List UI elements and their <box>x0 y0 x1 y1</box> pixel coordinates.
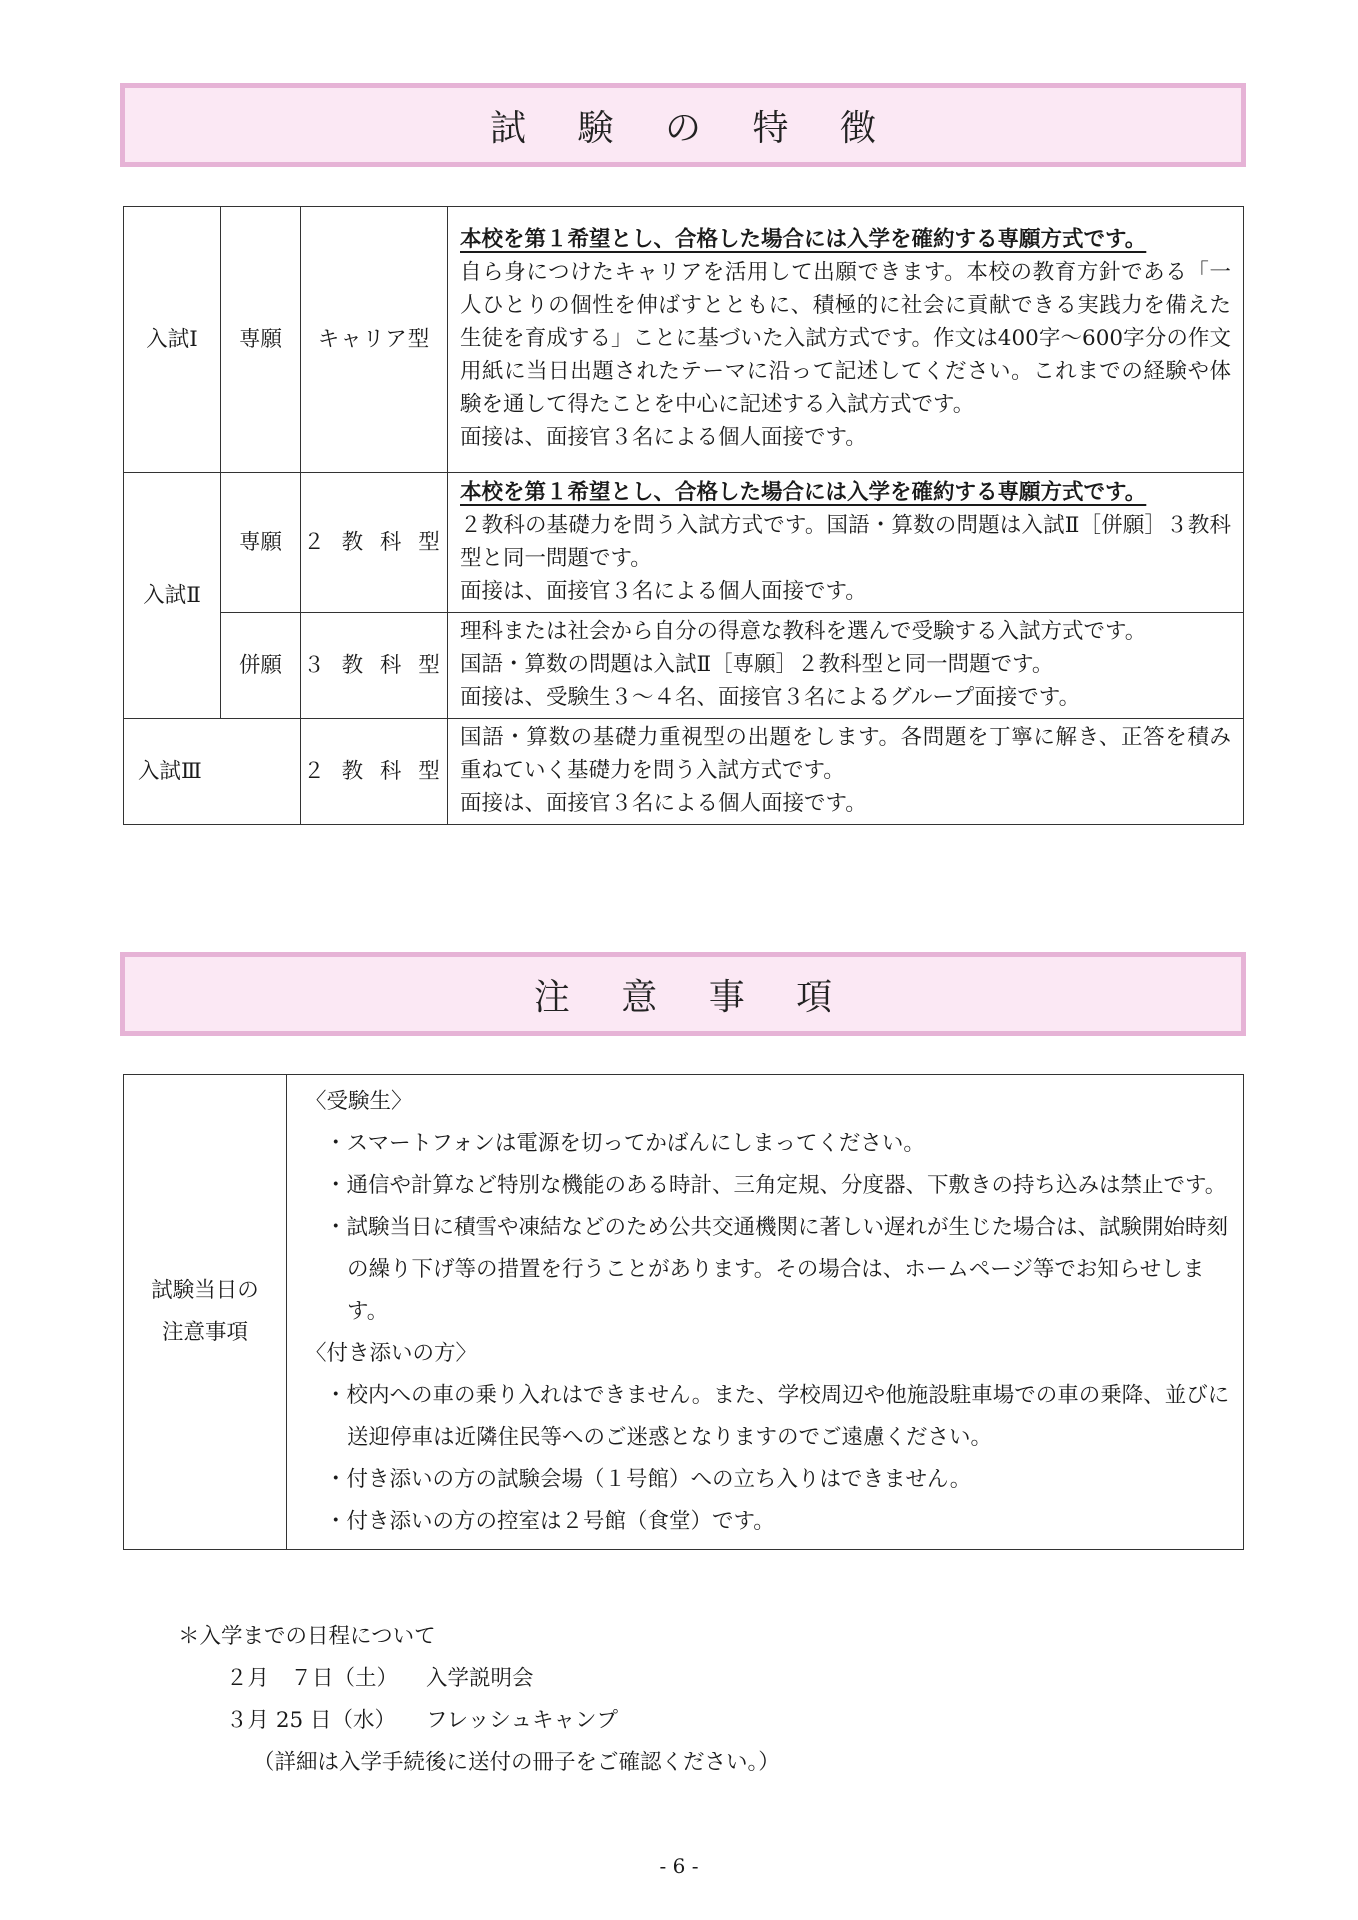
lead-text: 本校を第１希望とし、合格した場合には入学を確約する専願方式です。 <box>460 227 1147 252</box>
notes-label-cell <box>124 1075 287 1550</box>
schedule-section <box>178 1616 780 1784</box>
type-cell: キャリア型 <box>301 207 448 473</box>
list-item: ・付き添いの方の試験会場（１号館）への立ち入りはできません。 <box>325 1467 972 1492</box>
description-text: ２教科の基礎力を問う入試方式です。国語・算数の問題は入試Ⅱ［併願］３教科型と同一問題です。 <box>460 512 1231 571</box>
description-cell <box>448 207 1244 473</box>
group-title-guardians: 〈付き添いの方〉 <box>305 1341 478 1366</box>
list-item: ・校内への車の乗り入れはできません。また、学校周辺や他施設駐車場での車の乗降、並びに送迎停車は近隣住民等へのご迷惑となりますのでご遠慮ください。 <box>325 1383 1230 1450</box>
description-cell <box>448 719 1244 825</box>
list-item: ・通信や計算など特別な機能のある時計、三角定規、分度器、下敷きの持ち込みは禁止です。 <box>325 1173 1227 1198</box>
interview-text: 面接は、面接官３名による個人面接です。 <box>460 578 867 604</box>
schedule-item <box>178 1700 780 1742</box>
table-row <box>124 473 1244 613</box>
description-text: 国語・算数の基礎力重視型の出題をします。各問題を丁寧に解き、正答を積み重ねていく基礎力を問う入試方式です。 <box>460 725 1231 783</box>
section-title: 試 験 の 特 徴 <box>490 107 896 149</box>
page-number: - 6 - <box>659 1854 699 1878</box>
notes-label-line: 試験当日の <box>151 1278 259 1303</box>
table-row <box>124 719 1244 825</box>
list-item: ・付き添いの方の控室は２号館（食堂）です。 <box>325 1509 775 1534</box>
method-cell: 併願 <box>221 613 301 719</box>
interview-text: 面接は、面接官３名による個人面接です。 <box>460 791 867 816</box>
schedule-note: （詳細は入学手続後に送付の冊子をご確認ください。） <box>253 1750 780 1775</box>
group-title-students: 〈受験生〉 <box>305 1089 413 1114</box>
section-title: 注 意 事 項 <box>533 976 853 1018</box>
type-cell: ３ 教 科 型 <box>301 613 448 719</box>
description-text: 理科または社会から自分の得意な教科を選んで受験する入試方式です。 <box>460 619 1147 644</box>
description-text: 国語・算数の問題は入試Ⅱ［専願］２教科型と同一問題です。 <box>460 652 1054 677</box>
exam-features-table <box>123 206 1244 825</box>
description-text: 自ら身につけたキャリアを活用して出願できます。本校の教育方針である「一人ひとりの個性を伸ばすとともに、積極的に社会に貢献できる実践力を備えた生徒を育成する」ことに基づいた入試方式です。作文は400字～600字分の作文用紙に当日出題されたテーマに沿って記述してください。これまでの経験や体験を通して得たことを中心に記述する入試方式です。 <box>460 260 1231 417</box>
method-cell: 専願 <box>221 207 301 473</box>
table-row <box>124 1075 1244 1550</box>
notes-label-line: 注意事項 <box>161 1320 248 1345</box>
type-cell: ２ 教 科 型 <box>301 473 448 613</box>
schedule-heading: ＊入学までの日程について <box>178 1624 436 1649</box>
notes-body-cell <box>287 1075 1244 1550</box>
exam-name-cell: 入試Ⅱ <box>124 473 221 719</box>
description-cell <box>448 473 1244 613</box>
list-item: ・スマートフォンは電源を切ってかばんにしまってください。 <box>325 1131 925 1156</box>
description-cell <box>448 613 1244 719</box>
table-row <box>124 613 1244 719</box>
table-row <box>124 207 1244 473</box>
schedule-event: 入学説明会 <box>426 1666 534 1691</box>
exam-name-cell: 入試Ⅰ <box>124 207 221 473</box>
section-banner-features <box>120 83 1246 167</box>
interview-text: 面接は、面接官３名による個人面接です。 <box>460 425 867 450</box>
method-cell: 専願 <box>221 473 301 613</box>
exam-name-cell: 入試Ⅲ <box>124 719 301 825</box>
notes-table <box>123 1074 1244 1550</box>
interview-text: 面接は、受験生３～４名、面接官３名によるグループ面接です。 <box>460 685 1081 710</box>
schedule-event: フレッシュキャンプ <box>426 1708 618 1733</box>
type-cell: ２ 教 科 型 <box>301 719 448 825</box>
section-banner-notes <box>120 952 1246 1036</box>
schedule-date: ３月 25 日（水） <box>226 1708 397 1733</box>
schedule-date: ２月 ７日（土） <box>226 1666 399 1691</box>
schedule-item <box>178 1658 780 1700</box>
lead-text: 本校を第１希望とし、合格した場合には入学を確約する専願方式です。 <box>460 479 1147 505</box>
list-item: ・試験当日に積雪や凍結などのため公共交通機関に著しい遅れが生じた場合は、試験開始時刻の繰り下げ等の措置を行うことがあります。その場合は、ホームページ等でお知らせします。 <box>325 1215 1229 1324</box>
